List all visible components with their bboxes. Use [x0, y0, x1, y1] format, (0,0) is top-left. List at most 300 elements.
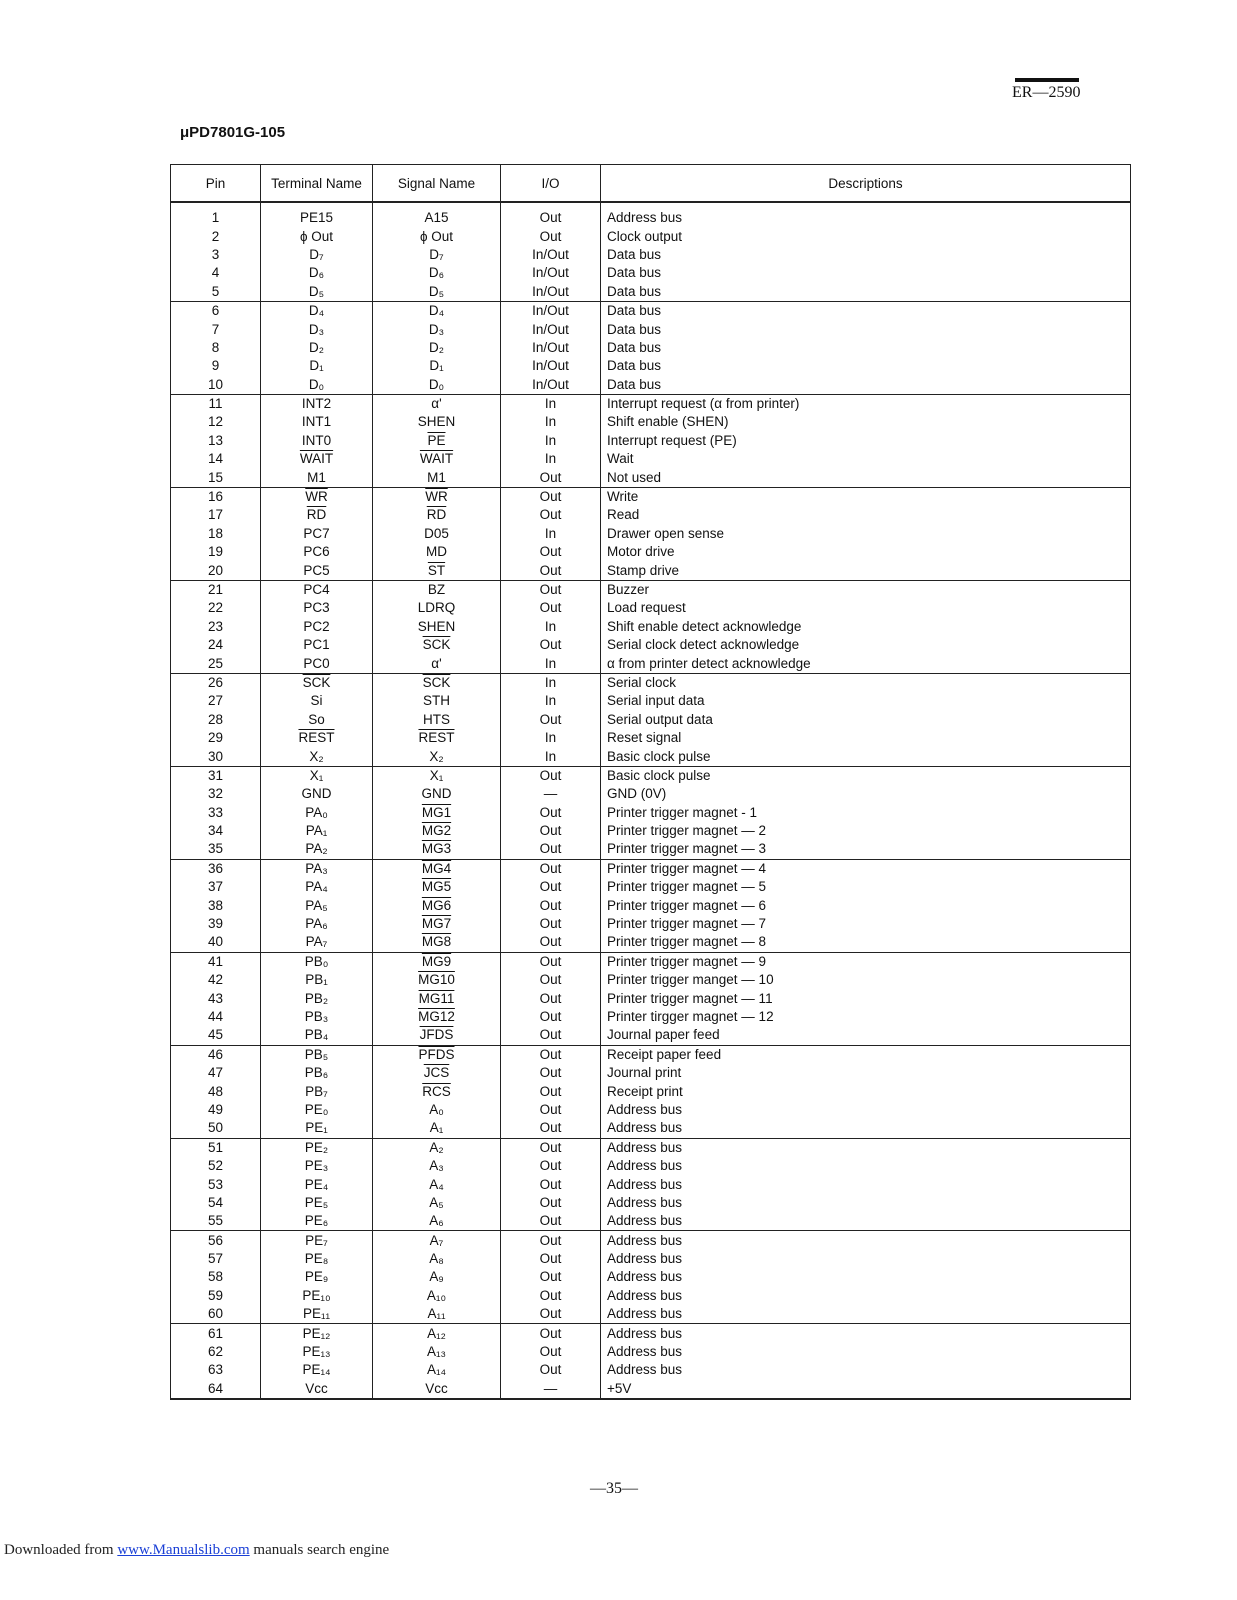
pin-cell — [171, 339, 261, 357]
terminal-name-cell-text: Si — [310, 693, 323, 709]
pin-cell-text: 41 — [207, 953, 224, 969]
description-cell — [601, 1026, 1131, 1045]
io-cell — [501, 432, 601, 450]
table-header-row — [171, 165, 1131, 203]
table-row — [171, 227, 1131, 245]
table-row — [171, 654, 1131, 673]
pin-cell-text: 25 — [207, 655, 224, 671]
io-cell-text: Out — [539, 600, 562, 616]
pin-cell — [171, 543, 261, 561]
signal-name-cell-text: GND — [421, 786, 452, 802]
table-row — [171, 525, 1131, 543]
pin-cell — [171, 202, 261, 227]
pin-cell — [171, 729, 261, 747]
description-cell — [601, 1175, 1131, 1193]
pin-cell-text: 18 — [207, 525, 224, 541]
terminal-name-cell-text: $\overline{RD}$ — [306, 507, 327, 523]
io-cell-text: Out — [539, 1344, 562, 1360]
pin-cell — [171, 468, 261, 487]
pin-cell-text: 51 — [207, 1139, 224, 1155]
signal-name-cell — [373, 561, 501, 580]
table-row — [171, 320, 1131, 338]
description-cell-text: Address bus — [607, 1251, 683, 1267]
io-cell — [501, 1250, 601, 1268]
io-cell — [501, 301, 601, 320]
pin-cell — [171, 1082, 261, 1100]
io-cell — [501, 1194, 601, 1212]
table-row — [171, 1212, 1131, 1231]
pin-cell — [171, 599, 261, 617]
description-cell — [601, 1119, 1131, 1138]
pin-cell — [171, 896, 261, 914]
terminal-name-cell — [261, 1212, 373, 1231]
terminal-name-cell — [261, 1045, 373, 1064]
io-cell — [501, 711, 601, 729]
terminal-name-cell-text: PA₀ — [305, 804, 328, 820]
io-cell — [501, 859, 601, 878]
io-cell — [501, 413, 601, 431]
signal-name-cell-text: D₄ — [428, 303, 445, 319]
description-cell — [601, 1064, 1131, 1082]
terminal-name-cell-text: D₀ — [308, 376, 325, 392]
signal-name-cell-text: D₃ — [428, 321, 445, 337]
io-cell-text: Out — [539, 1287, 562, 1303]
terminal-name-cell — [261, 673, 373, 692]
io-cell — [501, 506, 601, 524]
terminal-name-cell-text: PE₃ — [304, 1158, 329, 1174]
io-cell — [501, 580, 601, 599]
terminal-name-cell — [261, 283, 373, 302]
description-cell — [601, 543, 1131, 561]
terminal-name-cell-text: M1 — [307, 469, 326, 485]
description-cell-text: Data bus — [607, 339, 662, 355]
pin-cell — [171, 264, 261, 282]
signal-name-cell — [373, 933, 501, 952]
table-row — [171, 450, 1131, 468]
table-row — [171, 1361, 1131, 1379]
io-cell — [501, 1343, 601, 1361]
terminal-name-cell-text: PC2 — [303, 618, 330, 634]
description-cell — [601, 840, 1131, 859]
signal-name-cell-text: MG2 — [421, 823, 452, 839]
pin-cell-text: 53 — [207, 1176, 224, 1192]
signal-name-cell-text: A₈ — [429, 1251, 444, 1267]
pin-cell — [171, 1212, 261, 1231]
signal-name-cell-text: REST — [418, 730, 455, 746]
description-cell-text: Address bus — [607, 1176, 683, 1192]
pin-cell-text: 64 — [207, 1380, 224, 1396]
signal-name-cell — [373, 729, 501, 747]
io-cell-text: In — [544, 525, 557, 541]
pin-cell-text: 24 — [207, 637, 224, 653]
table-row — [171, 636, 1131, 654]
terminal-name-cell-text: PE₇ — [305, 1232, 328, 1248]
signal-name-cell — [373, 896, 501, 914]
terminal-name-cell — [261, 394, 373, 413]
pin-cell — [171, 711, 261, 729]
table-row — [171, 1343, 1131, 1361]
io-cell-text: Out — [539, 507, 562, 523]
signal-name-cell — [373, 283, 501, 302]
io-cell — [501, 878, 601, 896]
terminal-name-cell — [261, 636, 373, 654]
table-row — [171, 1045, 1131, 1064]
terminal-name-cell-text: PC1 — [303, 637, 330, 653]
pin-cell-text: 27 — [207, 693, 224, 709]
signal-name-cell-text: D₇ — [429, 246, 444, 262]
terminal-name-cell-text: PB₁ — [305, 972, 328, 988]
io-cell-text: Out — [539, 1008, 562, 1024]
pin-cell — [171, 1008, 261, 1026]
signal-name-cell — [373, 711, 501, 729]
description-cell-text: Address bus — [607, 1232, 683, 1248]
pin-cell — [171, 1287, 261, 1305]
pin-cell-text: 45 — [207, 1027, 224, 1043]
table-row — [171, 1008, 1131, 1026]
pin-cell-text: 44 — [207, 1008, 224, 1024]
description-cell-text: Interrupt request (α from printer) — [607, 396, 800, 412]
signal-name-cell-text: A₄ — [429, 1176, 444, 1192]
io-cell-text: In/Out — [532, 321, 569, 337]
pin-cell-text: 23 — [207, 618, 224, 634]
description-cell — [601, 952, 1131, 971]
io-cell — [501, 822, 601, 840]
table-row — [171, 859, 1131, 878]
pin-cell-text: 5 — [211, 283, 220, 299]
pin-cell-text: 60 — [207, 1306, 224, 1322]
io-cell — [501, 915, 601, 933]
table-row — [171, 301, 1131, 320]
terminal-name-cell-text: PC0 — [303, 655, 330, 671]
io-cell-text: Out — [539, 1046, 562, 1062]
terminal-name-cell — [261, 227, 373, 245]
pin-cell-text: 15 — [207, 469, 224, 485]
signal-name-cell — [373, 468, 501, 487]
terminal-name-cell — [261, 971, 373, 989]
pin-cell — [171, 1064, 261, 1082]
io-cell-text: Out — [539, 1269, 562, 1285]
signal-name-cell — [373, 915, 501, 933]
io-cell — [501, 1045, 601, 1064]
io-cell — [501, 357, 601, 375]
signal-name-cell-text: $\overline{ST}$ — [427, 562, 446, 578]
signal-name-cell — [373, 673, 501, 692]
signal-name-cell-text: MD — [426, 544, 447, 560]
io-cell-text: Out — [539, 1232, 562, 1248]
terminal-name-cell — [261, 1101, 373, 1119]
io-cell — [501, 561, 601, 580]
pin-cell-text: 4 — [211, 265, 220, 281]
io-cell-text: Out — [539, 916, 562, 932]
pin-cell — [171, 227, 261, 245]
io-cell — [501, 933, 601, 952]
terminal-name-cell-text: PE₁₄ — [302, 1362, 331, 1378]
table-row — [171, 673, 1131, 692]
col-header-signal-name: Signal Name — [373, 165, 501, 203]
pin-cell-text: 20 — [207, 562, 224, 578]
pin-cell — [171, 394, 261, 413]
table-row — [171, 711, 1131, 729]
pin-cell-text: 52 — [207, 1158, 224, 1174]
io-cell-text: In/Out — [532, 376, 569, 392]
io-cell-text: Out — [539, 1325, 562, 1341]
terminal-name-cell — [261, 711, 373, 729]
download-footer — [4, 1542, 389, 1559]
terminal-name-cell-text: PE₈ — [304, 1251, 329, 1267]
terminal-name-cell-text: PE₀ — [304, 1101, 329, 1117]
pin-cell — [171, 1361, 261, 1379]
description-cell — [601, 989, 1131, 1007]
description-cell-text: Receipt print — [607, 1083, 683, 1099]
pin-cell — [171, 618, 261, 636]
signal-name-cell-text: D₀ — [428, 376, 445, 392]
table-row — [171, 1268, 1131, 1286]
description-cell-text: Printer trigger magnet — 4 — [607, 860, 767, 876]
terminal-name-cell-text: PE₉ — [304, 1269, 329, 1285]
chip-title: μPD7801G-105 — [180, 124, 286, 141]
signal-name-cell — [373, 785, 501, 803]
description-cell — [601, 264, 1131, 282]
pin-cell-text: 28 — [207, 711, 224, 727]
table-row — [171, 1119, 1131, 1138]
terminal-name-cell — [261, 766, 373, 785]
io-cell — [501, 264, 601, 282]
table-row — [171, 283, 1131, 302]
io-cell — [501, 1064, 601, 1082]
description-cell-text: Data bus — [607, 376, 662, 392]
signal-name-cell-text: SHEN — [417, 414, 456, 430]
description-cell-text: Data bus — [607, 246, 662, 262]
io-cell-text: Out — [539, 469, 562, 485]
description-cell-text: Address bus — [607, 1194, 683, 1210]
description-cell — [601, 202, 1131, 227]
terminal-name-cell — [261, 1268, 373, 1286]
terminal-name-cell-text: PE₁₂ — [302, 1325, 331, 1341]
description-cell-text: Shift enable (SHEN) — [607, 414, 729, 430]
table-row — [171, 543, 1131, 561]
terminal-name-cell-text: X₁ — [309, 767, 324, 783]
terminal-name-cell-text: INT2 — [301, 396, 332, 412]
description-cell-text: Motor drive — [607, 544, 675, 560]
pin-cell — [171, 654, 261, 673]
description-cell — [601, 1231, 1131, 1250]
io-cell-text: In — [544, 414, 557, 430]
pin-cell-text: 31 — [207, 767, 224, 783]
io-cell-text: Out — [539, 1158, 562, 1174]
terminal-name-cell — [261, 1064, 373, 1082]
pin-cell — [171, 1380, 261, 1399]
pin-cell-text: 47 — [207, 1065, 224, 1081]
description-cell — [601, 673, 1131, 692]
io-cell — [501, 1157, 601, 1175]
terminal-name-cell — [261, 785, 373, 803]
description-cell-text: Load request — [607, 600, 686, 616]
signal-name-cell — [373, 1119, 501, 1138]
pin-cell-text: 19 — [207, 544, 224, 560]
pin-cell-text: 57 — [207, 1251, 224, 1267]
signal-name-cell — [373, 1324, 501, 1343]
description-cell-text: Address bus — [607, 1213, 683, 1229]
io-cell-text: In — [544, 396, 557, 412]
signal-name-cell — [373, 878, 501, 896]
signal-name-cell — [373, 543, 501, 561]
io-cell — [501, 1287, 601, 1305]
signal-name-cell-text: M1 — [427, 469, 446, 485]
signal-name-cell-text: $\overline{SCK}$ — [422, 637, 451, 653]
signal-name-cell-text: MG1 — [421, 804, 452, 820]
io-cell-text: In/Out — [532, 265, 569, 281]
signal-name-cell — [373, 1361, 501, 1379]
description-cell-text: Data bus — [607, 265, 662, 281]
description-cell-text: Data bus — [607, 283, 662, 299]
pin-cell — [171, 301, 261, 320]
io-cell — [501, 1305, 601, 1324]
terminal-name-cell — [261, 450, 373, 468]
signal-name-cell — [373, 1082, 501, 1100]
description-cell-text: Address bus — [607, 1306, 683, 1322]
pin-cell — [171, 525, 261, 543]
description-cell — [601, 376, 1131, 395]
signal-name-cell-text: MG7 — [421, 916, 452, 932]
pin-cell — [171, 1324, 261, 1343]
pin-cell — [171, 692, 261, 710]
signal-name-cell-text: MG6 — [421, 897, 452, 913]
table-row — [171, 766, 1131, 785]
io-cell-text: In/Out — [532, 339, 569, 355]
terminal-name-cell — [261, 1082, 373, 1100]
terminal-name-cell-text: PA₄ — [305, 879, 328, 895]
manualslib-link[interactable]: www.Manualslib.com — [117, 1542, 250, 1558]
signal-name-cell — [373, 1343, 501, 1361]
description-cell — [601, 915, 1131, 933]
io-cell — [501, 487, 601, 506]
signal-name-cell-text: A₆ — [429, 1213, 444, 1229]
terminal-name-cell-text: D₃ — [308, 321, 325, 337]
pin-cell-text: 30 — [207, 748, 224, 764]
signal-name-cell — [373, 1231, 501, 1250]
signal-name-cell — [373, 432, 501, 450]
pin-cell — [171, 450, 261, 468]
terminal-name-cell — [261, 952, 373, 971]
table-row — [171, 1324, 1131, 1343]
pin-cell — [171, 840, 261, 859]
terminal-name-cell-text: PC5 — [303, 562, 330, 578]
description-cell-text: Printer trigger magnet — 11 — [607, 990, 773, 1006]
io-cell-text: Out — [539, 228, 562, 244]
terminal-name-cell — [261, 840, 373, 859]
signal-name-cell-text: BZ — [427, 582, 446, 597]
signal-name-cell-text: $\overline{RCS}$ — [422, 1083, 451, 1099]
description-cell-text: Receipt paper feed — [607, 1046, 722, 1062]
io-cell-text: Out — [539, 897, 562, 913]
pin-cell-text: 22 — [207, 600, 224, 616]
io-cell — [501, 202, 601, 227]
signal-name-cell-text: X₂ — [429, 748, 444, 764]
pin-cell-text: 33 — [207, 804, 224, 820]
description-cell — [601, 636, 1131, 654]
signal-name-cell — [373, 1064, 501, 1082]
description-cell-text: +5V — [607, 1380, 632, 1396]
io-cell-text: Out — [539, 1251, 562, 1267]
description-cell — [601, 1101, 1131, 1119]
pin-cell-text: 29 — [207, 730, 224, 746]
description-cell-text: Address bus — [607, 1344, 683, 1360]
terminal-name-cell-text: D₇ — [309, 246, 324, 262]
table-row — [171, 413, 1131, 431]
terminal-name-cell-text: PB₇ — [305, 1083, 328, 1099]
terminal-name-cell — [261, 896, 373, 914]
pin-cell-text: 40 — [207, 934, 224, 950]
pin-cell-text: 14 — [207, 451, 224, 467]
pin-cell — [171, 971, 261, 989]
description-cell-text: Data bus — [607, 358, 662, 374]
description-cell-text: Address bus — [607, 1325, 683, 1341]
pin-cell-text: 17 — [207, 507, 224, 523]
table-row — [171, 506, 1131, 524]
description-cell-text: Address bus — [607, 1101, 683, 1117]
io-cell — [501, 450, 601, 468]
terminal-name-cell — [261, 1119, 373, 1138]
pin-cell-text: 2 — [211, 228, 220, 244]
table-row — [171, 1157, 1131, 1175]
terminal-name-cell-text: WAIT — [299, 451, 334, 467]
signal-name-cell-text: $\overline{WR}$ — [425, 489, 448, 505]
pin-cell-text: 10 — [207, 376, 224, 392]
io-cell — [501, 468, 601, 487]
signal-name-cell — [373, 766, 501, 785]
signal-name-cell — [373, 971, 501, 989]
terminal-name-cell — [261, 339, 373, 357]
pin-cell — [171, 915, 261, 933]
description-cell-text: Address bus — [607, 1158, 683, 1174]
signal-name-cell-text: α' — [431, 655, 442, 671]
pin-cell — [171, 1026, 261, 1045]
signal-name-cell — [373, 840, 501, 859]
signal-name-cell — [373, 1157, 501, 1175]
signal-name-cell — [373, 952, 501, 971]
pin-cell-text: 48 — [207, 1083, 224, 1099]
terminal-name-cell-text: PA₁ — [305, 823, 328, 839]
table-row — [171, 822, 1131, 840]
description-cell-text: Printer trigger magnet — 7 — [607, 916, 767, 932]
description-cell-text: Printer trigger magnet — 2 — [607, 823, 767, 839]
pin-cell-text: 1 — [211, 210, 220, 226]
description-cell — [601, 1008, 1131, 1026]
pin-cell — [171, 822, 261, 840]
signal-name-cell — [373, 859, 501, 878]
signal-name-cell-text: A₁₀ — [426, 1287, 447, 1303]
io-cell — [501, 618, 601, 636]
description-cell — [601, 1324, 1131, 1343]
io-cell-text: Out — [539, 544, 562, 560]
signal-name-cell-text: MG8 — [421, 934, 452, 950]
terminal-name-cell — [261, 413, 373, 431]
terminal-name-cell-text: PC6 — [303, 544, 330, 560]
table-row — [171, 580, 1131, 599]
io-cell — [501, 952, 601, 971]
pin-cell-text: 11 — [208, 396, 223, 412]
signal-name-cell-text: A₂ — [429, 1139, 444, 1155]
signal-name-cell — [373, 487, 501, 506]
table-row — [171, 896, 1131, 914]
io-cell-text: In — [544, 748, 557, 764]
io-cell — [501, 1008, 601, 1026]
terminal-name-cell-text: D₅ — [308, 283, 325, 299]
io-cell-text: Out — [539, 1194, 562, 1210]
signal-name-cell-text: D₁ — [429, 358, 444, 374]
description-cell — [601, 1138, 1131, 1157]
description-cell-text: Basic clock pulse — [607, 767, 711, 783]
